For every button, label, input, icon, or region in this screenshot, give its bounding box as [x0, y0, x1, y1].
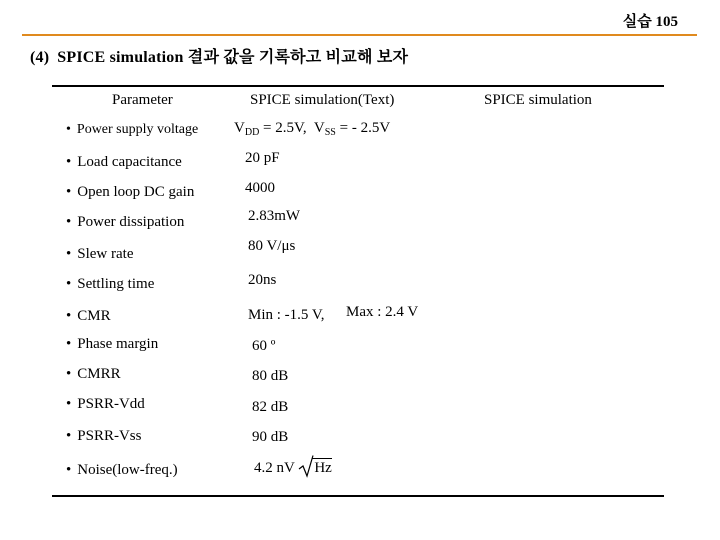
value-supply-voltage: $V_{DD} = 2.5V$, $V_{SS}$ = - 2.5V: [234, 120, 391, 138]
param-row: • Settling time: [66, 276, 155, 292]
value-power-dissipation: 2.83mW: [248, 208, 301, 224]
value-open-loop-gain: 4000: [245, 180, 275, 196]
value-psrr-vss: 90 dB: [252, 429, 289, 445]
value-noise: 4.2 nV Hz: [254, 460, 332, 477]
column-header-spice-sim: SPICE simulation: [484, 92, 592, 108]
value-cmr-max: Max : 2.4 V: [346, 304, 419, 320]
param-row: • Power supply voltage: [66, 122, 199, 137]
square-root-icon: Hz: [312, 460, 332, 477]
section-title-text: SPICE simulation 결과 값을 기록하고 비교해 보자: [57, 49, 409, 66]
value-cmrr: 80 dB: [252, 368, 289, 384]
param-row: • Slew rate: [66, 246, 134, 262]
param-row: • CMRR: [66, 366, 121, 382]
value-settling-time: 20ns: [248, 272, 277, 288]
table-bottom-rule: [52, 495, 664, 497]
param-row: • PSRR-Vss: [66, 428, 142, 444]
param-row: • CMR: [66, 308, 111, 324]
header-divider: [22, 34, 697, 36]
param-row: • Phase margin: [66, 336, 159, 352]
param-row: • PSRR-Vdd: [66, 396, 145, 412]
table-top-rule: [52, 85, 664, 87]
param-row: • Load capacitance: [66, 154, 182, 170]
value-slew-rate: 80 V/μs: [248, 238, 296, 254]
param-row: • Open loop DC gain: [66, 184, 195, 200]
column-header-spice-text: SPICE simulation(Text): [250, 92, 395, 108]
value-phase-margin: 60 º: [252, 338, 276, 354]
param-row: • Power dissipation: [66, 214, 185, 230]
value-psrr-vdd: 82 dB: [252, 399, 289, 415]
section-title: [30, 44, 408, 67]
value-load-capacitance: 20 pF: [245, 150, 280, 166]
section-number: (4): [30, 49, 50, 66]
value-cmr-min: Min : -1.5 V,: [248, 307, 325, 323]
column-header-parameter: Parameter: [112, 92, 173, 108]
page-label: 실습 105: [622, 14, 678, 30]
param-row: • Noise(low-freq.): [66, 462, 178, 478]
